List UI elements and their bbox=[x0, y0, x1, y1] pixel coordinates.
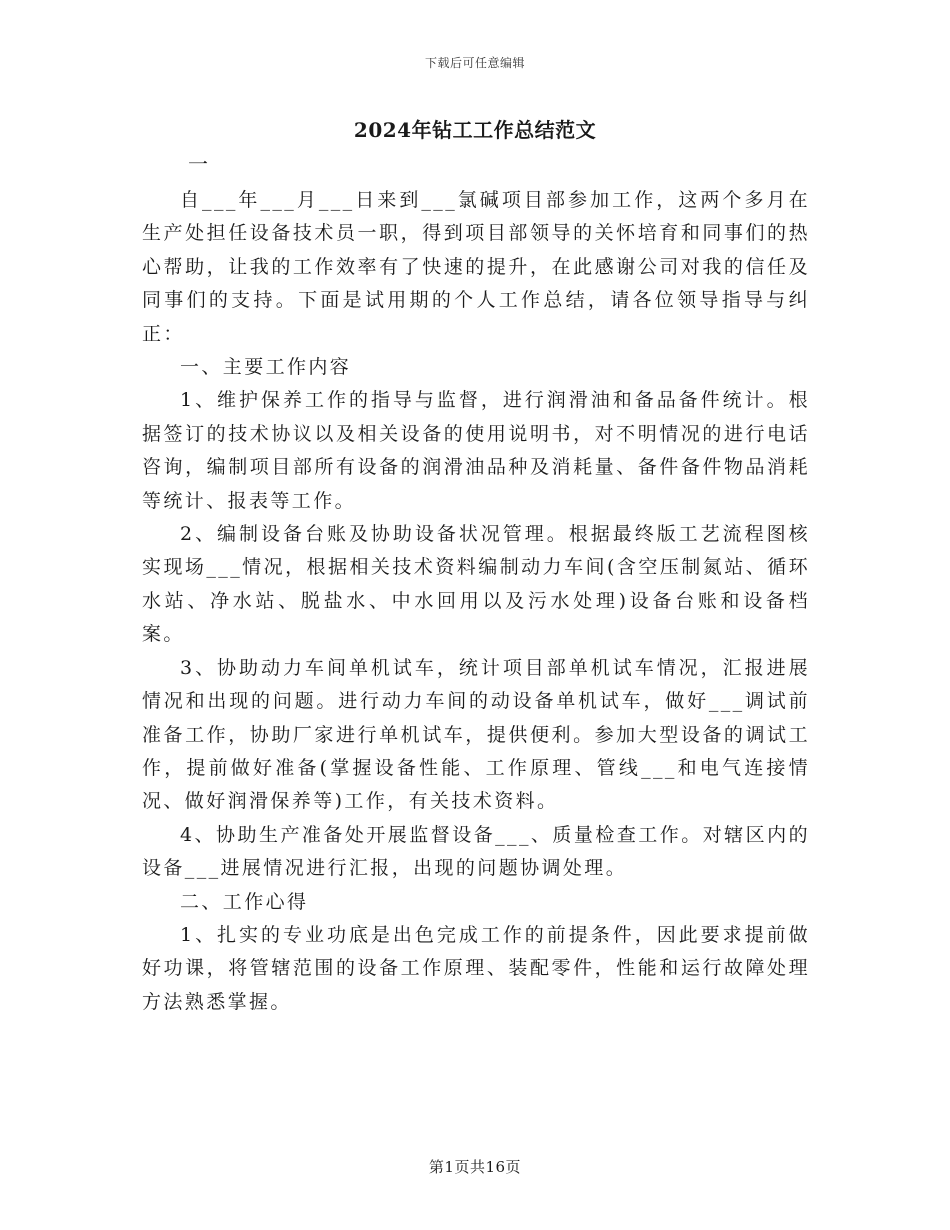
paragraph-work-item-4: 4、协助生产准备处开展监督设备___、质量检查工作。对辖区内的设备___进展情况进行汇报，出现的问题协调处理。 bbox=[142, 823, 810, 880]
paragraph-intro: 自___年___月___日来到___氯碱项目部参加工作，这两个多月在生产处担任设备技术员一职，得到项目部领导的关怀培育和同事们的热心帮助，让我的工作效率有了快速的提升，在此感谢公司对我的信任及同事们的支持。下面是试用期的个人工作总结，请各位领导指导与纠正： bbox=[142, 189, 810, 345]
document-title: 2024年钻工工作总结范文 bbox=[353, 118, 597, 142]
page-header-note: 下载后可任意编辑 bbox=[424, 56, 525, 70]
paragraph-work-item-3: 3、协助动力车间单机试车，统计项目部单机试车情况，汇报进展情况和出现的问题。进行动力车间的动设备单机试车，做好___调试前准备工作，协助厂家进行单机试车，提供便利。参加大型设备的调试工作，提前做好准备(掌握设备性能、工作原理、管线___和电气连接情况、做好润滑保养等)工作，有关技术资料。 bbox=[142, 656, 810, 813]
paragraph-work-item-1: 1、维护保养工作的指导与监督，进行润滑油和备品备件统计。根据签订的技术协议以及相关设备的使用说明书，对不明情况的进行电话咨询，编制项目部所有设备的润滑油品种及消耗量、备件备件物品消耗等统计、报表等工作。 bbox=[142, 389, 810, 512]
document-body bbox=[142, 184, 810, 1019]
section-marker: 一 bbox=[188, 152, 208, 176]
heading-work-experience: 二、工作心得 bbox=[180, 890, 309, 913]
paragraph-experience-item-1: 1、扎实的专业功底是出色完成工作的前提条件，因此要求提前做好功课，将管辖范围的设备工作原理、装配零件，性能和运行故障处理方法熟悉掌握。 bbox=[142, 923, 810, 1013]
heading-main-work: 一、主要工作内容 bbox=[180, 356, 352, 379]
page-number: 第1页共16页 bbox=[428, 1158, 522, 1176]
paragraph-work-item-2: 2、编制设备台账及协助设备状况管理。根据最终版工艺流程图核实现场___情况，根据相关技术资料编制动力车间(含空压制氮站、循环水站、净水站、脱盐水、中水回用以及污水处理)设备台账和设备档案。 bbox=[142, 523, 810, 646]
